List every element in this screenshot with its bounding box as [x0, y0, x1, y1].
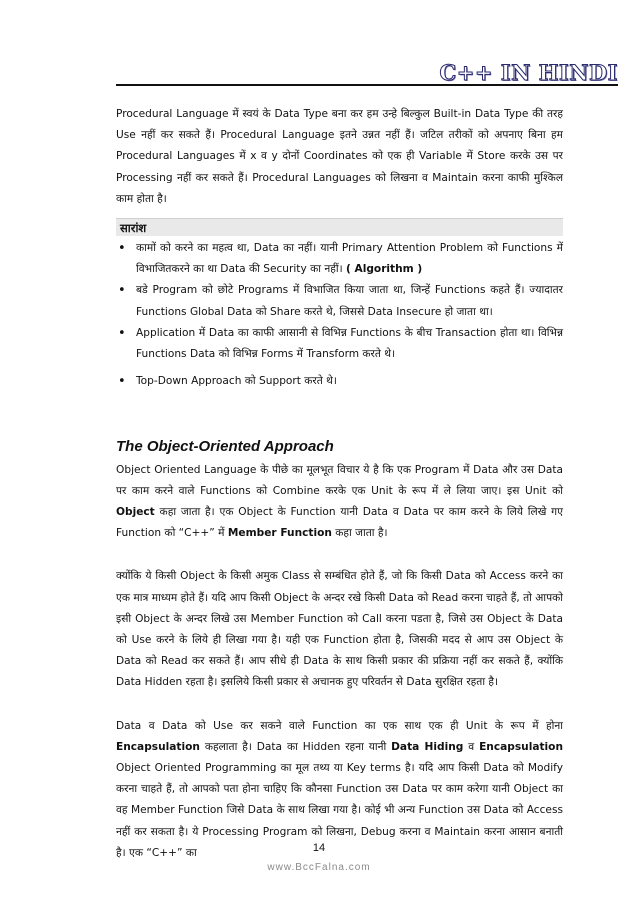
summary-item-text: कामों को करने का महत्व था, Data का नहीं। यानी Primary Attention Problem को Functions में विभाजितकरने का था Data की Security का नहीं। — [136, 242, 563, 276]
oop-p1-bold-member-function: Member Function — [227, 527, 332, 540]
summary-item-3 — [116, 323, 563, 365]
oop-p1-text: Object Oriented Language के पीछे का मूलभूत विचार ये है कि एक Program में Data और उस Data पर काम करने वाले Functions को Combine करके एक Unit के रूप में ले लिया जाए। इस Unit को — [116, 463, 563, 497]
oop-paragraph-2: क्योंकि ये किसी Object के किसी अमुक Class से सम्बंधित होते हैं, जो कि किसी Data को Access करने का एक मात्र माध्यम होते हैं। यदि आप किसी Object के अन्दर रखे किसी Data को Read करना चाहते हैं, तो आपको इसी Object के अन्दर लिखे उस Member Function को Call करना पडता है, जिसे उस Object के Data को Use करने के लिये ही लिखा गया है। यही एक Function होता है, जिसकी मदद से आप उस Object के Data को Read कर सकते हैं। आप सीधे ही Data के साथ किसी प्रकार की प्रक्रिया नहीं कर सकते हैं, क्योंकि Data Hidden रहता है। इसलिये किसी प्रकार से अचानक हुए परिवर्तन से Data सुरक्षित रहता है। — [116, 570, 563, 689]
oop-p3-bold-encapsulation: Encapsulation — [116, 740, 200, 753]
summary-item-1 — [116, 238, 563, 280]
oop-paragraph-1 — [116, 460, 563, 545]
summary-item-bold: ( Algorithm ) — [345, 263, 423, 276]
oop-p3-text: Object Oriented Programming का मूल तथ्य या Key terms है। यदि आप किसी Data को Modify करना चाहते हैं, तो आपको पता होना चाहिए कि कौनसा Function उस Data पर काम करेगा यानी Object का वह Member Function जिसे Data के साथ लिखा गया है। कोई भी अन्य Function उस Data को Access नहीं कर सकता है। ये Processing Program को लिखना, Debug करना व Maintain करना आसान बनाती है। एक “C++” का — [116, 762, 563, 859]
summary-item-2 — [116, 280, 563, 322]
oop-p1-bold-object: Object — [116, 506, 155, 519]
oop-p3-bold-data-hiding: Data Hiding — [391, 740, 464, 753]
summary-heading: सारांश — [116, 218, 563, 236]
summary-item-text: Top-Down Approach को Support करते थे। — [136, 375, 337, 388]
oop-p1-text: कहा जाता है। एक Object के Function यानी Data व Data पर काम करने के लिये लिखे गए Function को “C++” में — [116, 506, 563, 540]
page-content — [116, 104, 563, 872]
oop-section-heading: The Object-Oriented Approach — [116, 438, 334, 456]
summary-list — [116, 238, 563, 392]
summary-item-text: Application में Data का काफी आसानी से विभिन्न Functions के बीच Transaction होता था। विभिन्न Functions Data को विभिन्न Forms में Transform करते थे। — [136, 326, 563, 361]
header-divider — [116, 84, 618, 86]
oop-p3-text: कहलाता है। Data का Hidden रहना यानी — [199, 740, 392, 753]
page-header-title: C++ IN HINDI — [439, 60, 618, 85]
oop-p3-text: व — [463, 740, 480, 753]
footer-website: www.BccFalna.com — [267, 862, 371, 873]
oop-p1-text: कहा जाता है। — [331, 527, 388, 540]
oop-p3-bold-encapsulation-2: Encapsulation — [479, 740, 563, 753]
page-number: 14 — [312, 842, 326, 854]
intro-paragraph: Procedural Language में स्वयं के Data Type बना कर हम उन्हे बिल्कुल Built-in Data Type की तरह Use नहीं कर सकते हैं। Procedural Language इतने उन्नत नहीं हैं। जटिल तरीकों को अपनाए बिना हम Procedural Languages में x व y दोनों Coordinates को एक ही Variable में Store करके उस पर Processing नहीं कर सकते हैं। Procedural Languages को लिखना व Maintain करना काफी मुश्किल काम होता है। — [116, 108, 563, 205]
oop-p3-text: Data व Data को Use कर सकने वाले Function का एक साथ एक ही Unit के रूप में होना — [116, 719, 563, 732]
summary-item-text: बडे Program को छोटे Programs में विभाजित किया जाता था, जिन्हें Functions कहते हैं। ज्यादातर Functions Global Data को Share करते थे, जिससे Data Insecure हो जाता था। — [136, 284, 563, 318]
summary-item-4 — [116, 371, 563, 392]
